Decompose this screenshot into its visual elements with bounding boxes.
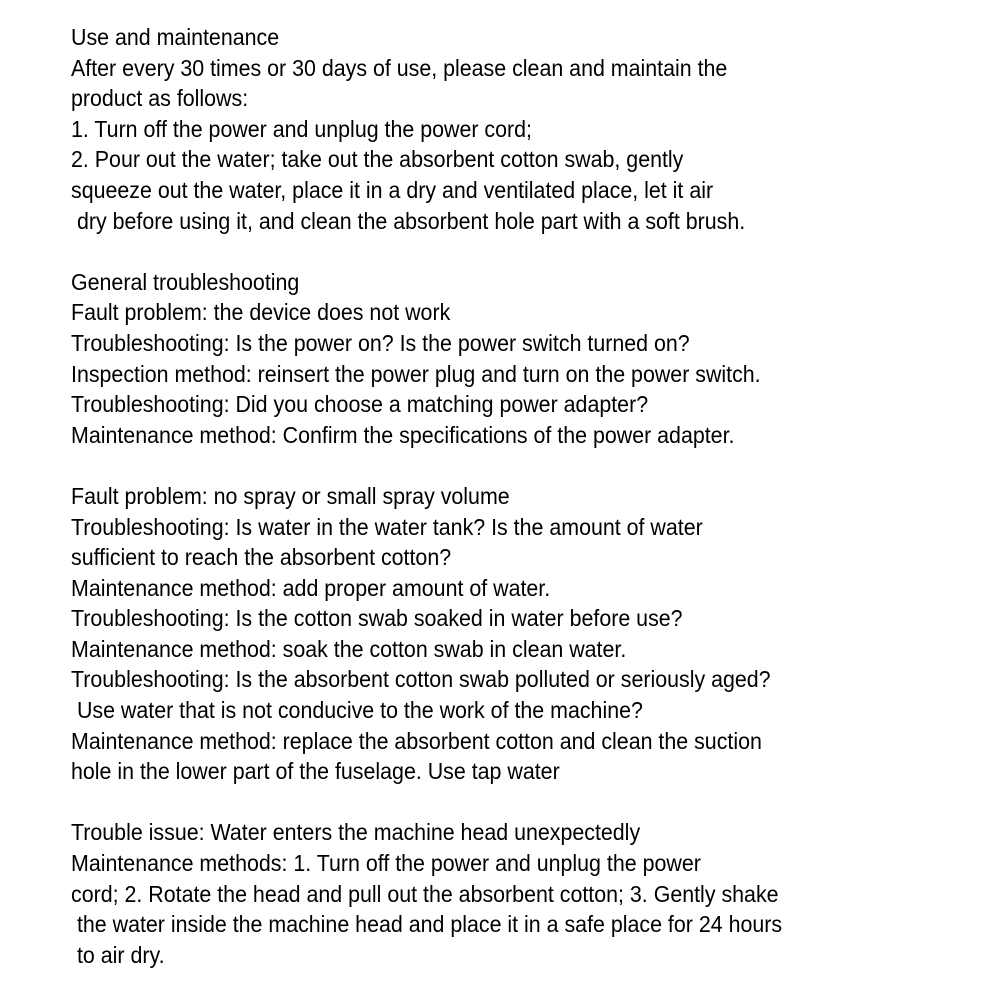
spacer — [71, 787, 908, 818]
fault-no-spray-section — [71, 481, 908, 787]
general-troubleshooting-section — [71, 267, 908, 451]
use-and-maintenance-section — [71, 22, 908, 236]
troubleshooting-line: Troubleshooting: Did you choose a matching power adapter? — [71, 391, 649, 418]
maintenance-method-line: Maintenance method: Confirm the specifications of the power adapter. — [71, 421, 735, 448]
troubleshooting-line: Troubleshooting: Is water in the water tank? Is the amount of water — [71, 513, 703, 540]
maintenance-methods-line: cord; 2. Rotate the head and pull out the absorbent cotton; 3. Gently shake — [71, 880, 779, 907]
maintenance-method-line: Maintenance method: add proper amount of water. — [71, 574, 551, 601]
maintenance-method-line: hole in the lower part of the fuselage. Use tap water — [71, 758, 560, 785]
fault-problem-line: Fault problem: no spray or small spray volume — [71, 482, 510, 509]
troubleshooting-line: Troubleshooting: Is the cotton swab soaked in water before use? — [71, 605, 683, 632]
fault-water-in-head-section — [71, 817, 908, 970]
troubleshooting-line: Use water that is not conducive to the work of the machine? — [71, 697, 643, 724]
troubleshooting-line: sufficient to reach the absorbent cotton? — [71, 544, 452, 571]
maintenance-step-1: 1. Turn off the power and unplug the power cord; — [71, 115, 532, 142]
trouble-issue-line: Trouble issue: Water enters the machine head unexpectedly — [71, 819, 641, 846]
maintenance-step-2: 2. Pour out the water; take out the absorbent cotton swab, gently — [71, 146, 684, 173]
manual-page — [71, 22, 908, 970]
inspection-method-line: Inspection method: reinsert the power plug and turn on the power switch. — [71, 360, 761, 387]
troubleshooting-line: Troubleshooting: Is the power on? Is the power switch turned on? — [71, 329, 690, 356]
maintenance-line: dry before using it, and clean the absorbent hole part with a soft brush. — [71, 207, 746, 234]
maintenance-line: After every 30 times or 30 days of use, please clean and maintain the — [71, 54, 728, 81]
spacer — [71, 450, 908, 481]
fault-problem-line: Fault problem: the device does not work — [71, 299, 451, 326]
troubleshooting-line: Troubleshooting: Is the absorbent cotton swab polluted or seriously aged? — [71, 666, 771, 693]
maintenance-method-line: Maintenance method: soak the cotton swab in clean water. — [71, 635, 627, 662]
maintenance-method-line: Maintenance method: replace the absorbent cotton and clean the suction — [71, 727, 762, 754]
spacer — [71, 236, 908, 267]
maintenance-line: product as follows: — [71, 85, 249, 112]
section-title-general-troubleshooting: General troubleshooting — [71, 268, 300, 295]
section-title-use-and-maintenance: Use and maintenance — [71, 24, 280, 50]
maintenance-methods-line: Maintenance methods: 1. Turn off the power and unplug the power — [71, 850, 701, 877]
maintenance-methods-line: to air dry. — [71, 941, 165, 968]
maintenance-methods-line: the water inside the machine head and place it in a safe place for 24 hours — [71, 911, 783, 938]
maintenance-line: squeeze out the water, place it in a dry and ventilated place, let it air — [71, 176, 714, 203]
